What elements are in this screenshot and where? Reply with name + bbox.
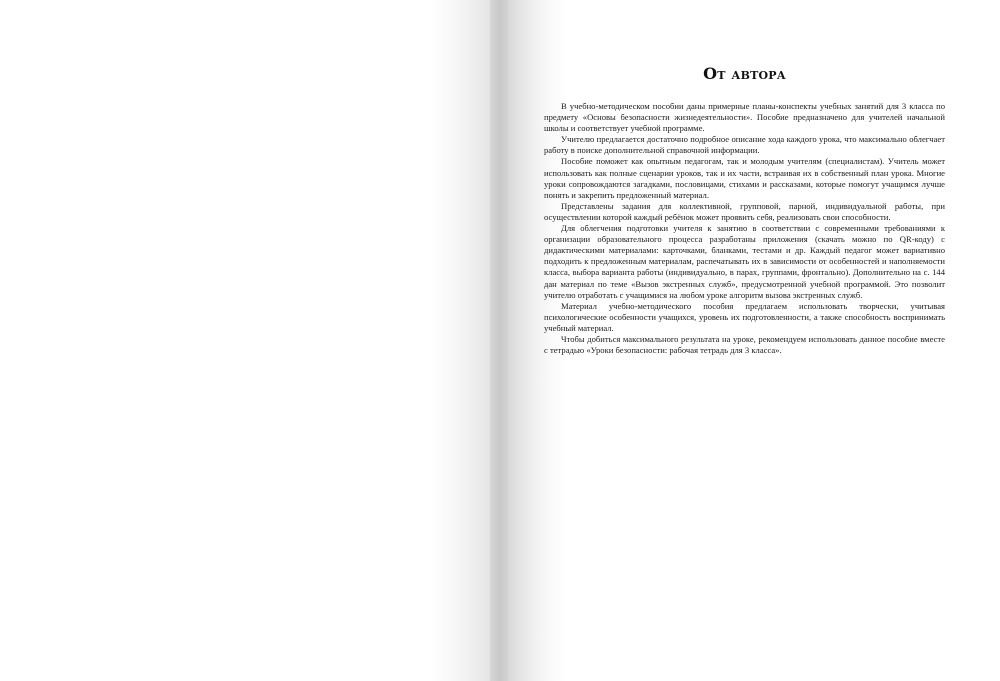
page-content [544, 64, 945, 356]
book-gutter [490, 0, 510, 681]
paragraph: Для облегчения подготовки учителя к занятию в соответствии с современными требованиями к организации образовательного процесса разработаны приложения (скачать можно по QR-коду) с дидактическими материалами: карточками, бланками, тестами и др. Каждый педагог может вариативно подходить к предложенным материалам, распечатывать их в зависимости от особенностей и наполняемости класса, выбора варианта работы (индивидуально, в парах, группами, фронтально). Дополнительно на с. 144 дан материал по теме «Вызов экстренных служб», предусмотренной учебной программой. Это позволит учителю отработать с учащимися на любом уроке алгоритм вызова экстренных служб. [544, 223, 945, 300]
paragraph: Материал учебно-методического пособия предлагаем использовать творчески, учитывая психологические особенности учащихся, уровень их подготовленности, а также способность воспринимать учебный материал. [544, 300, 945, 333]
page-title: От автора [703, 64, 786, 83]
paragraph: Представлены задания для коллективной, групповой, парной, индивидуальной работы, при осуществлении которой каждый ребёнок может проявить себя, реализовать свои способности. [544, 200, 945, 222]
paragraph: Учителю предлагается достаточно подробное описание хода каждого урока, что максимально облегчает работу в поиске дополнительной справочной информации. [544, 134, 945, 156]
paragraph: В учебно-методическом пособии даны примерные планы-конспекты учебных занятий для 3 класса по предмету «Основы безопасности жизнедеятельности». Пособие предназначено для учителей начальной школы и соответствует учебной программе. [544, 101, 945, 134]
paragraph: Чтобы добиться максимального результата на уроке, рекомендуем использовать данное пособие вместе с тетрадью «Уроки безопасности: рабочая тетрадь для 3 класса». [544, 333, 945, 356]
paragraph: Пособие поможет как опытным педагогам, так и молодым учителям (специалистам). Учитель может использовать как полные сценарии уроков, так и их части, встраивая их в собственный план урока. Многие уроки сопровождаются загадками, пословицами, стихами и рассказами, которые помогут учащимся лучше понять и закрепить предложенный материал. [544, 156, 945, 200]
